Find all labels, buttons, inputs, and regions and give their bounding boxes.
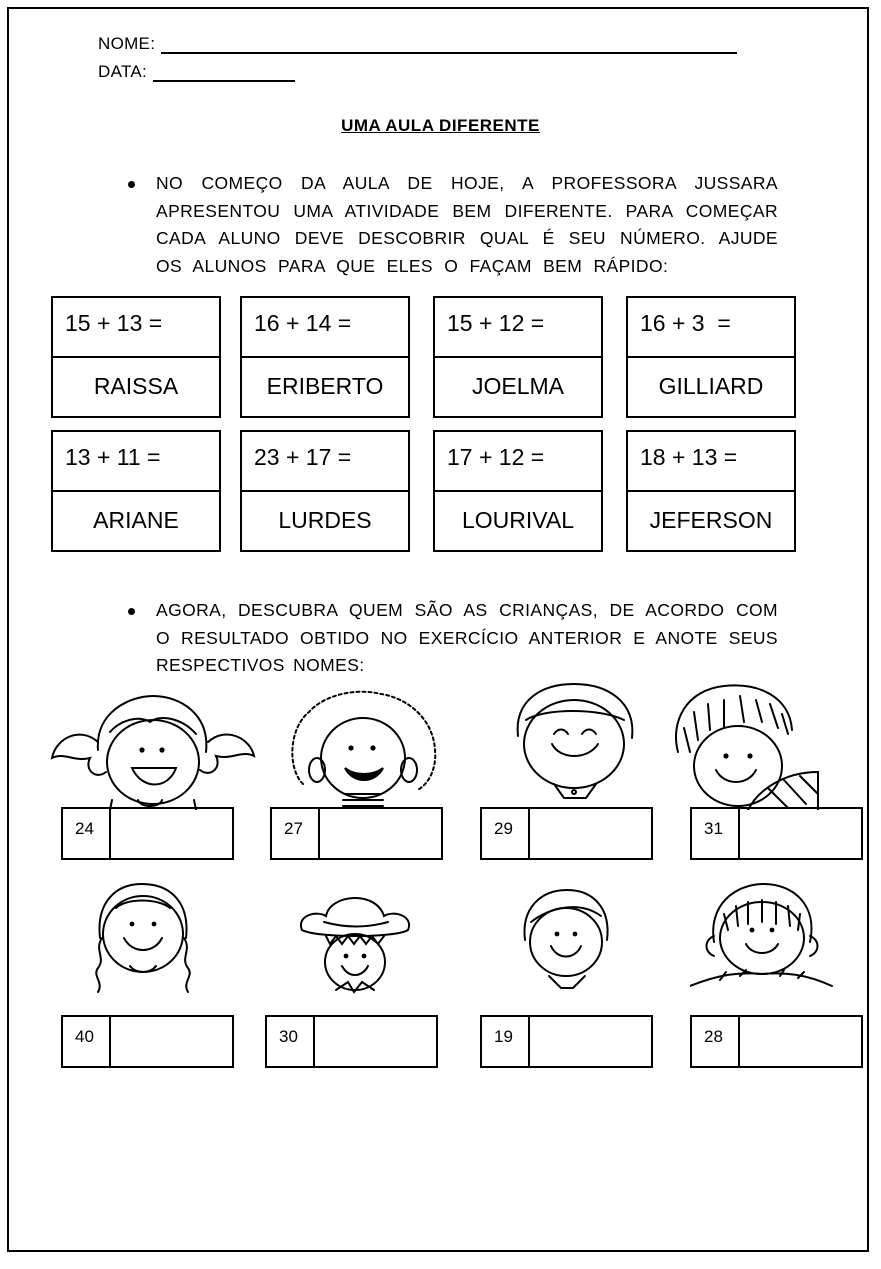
answer-number: 31 [692, 809, 740, 858]
card-student-name: JOELMA [471, 373, 565, 399]
instruction-1-line: CADA ALUNO DEVE DESCOBRIR QUAL É SEU NÚMERO. AJUDE [156, 228, 778, 248]
card-equation: 15 + 12 = [435, 298, 601, 358]
bullet-2 [128, 608, 135, 615]
card-equation: 13 + 11 = [53, 432, 219, 492]
equation-card [433, 430, 603, 552]
answer-name-field[interactable] [740, 809, 861, 858]
name-line[interactable] [161, 36, 737, 54]
instruction-1-line: APRESENTOU UMA ATIVIDADE BEM DIFERENTE. PARA COMEÇAR [156, 200, 778, 221]
answer-name-field[interactable] [740, 1017, 861, 1066]
cowboy-boy-face-icon [296, 886, 414, 998]
boy-messy-hair-face-icon [668, 682, 820, 810]
card-student-name: RAISSA [93, 373, 179, 399]
answer-box [480, 1015, 653, 1068]
answer-number: 28 [692, 1017, 740, 1066]
name-field [98, 34, 737, 54]
answer-box [61, 1015, 234, 1068]
answer-name-field[interactable] [320, 809, 441, 858]
answer-number: 24 [63, 809, 111, 858]
card-student-name: GILLIARD [658, 373, 764, 399]
date-line[interactable] [153, 64, 295, 82]
girl-braids-face-icon [86, 878, 200, 996]
equation-card [51, 430, 221, 552]
page-title: UMA AULA DIFERENTE [341, 116, 540, 135]
equation-card [433, 296, 603, 418]
card-equation: 23 + 17 = [242, 432, 408, 492]
answer-number: 19 [482, 1017, 530, 1066]
equation-card [626, 430, 796, 552]
date-label: DATA: [98, 62, 148, 81]
equation-card [240, 430, 410, 552]
instruction-1 [156, 170, 778, 280]
answer-box [690, 807, 863, 860]
answer-number: 27 [272, 809, 320, 858]
card-student-name: LURDES [278, 507, 372, 533]
answer-box [61, 807, 234, 860]
answer-name-field[interactable] [530, 809, 651, 858]
name-label: NOME: [98, 34, 156, 53]
answer-box [480, 807, 653, 860]
card-equation: 16 + 14 = [242, 298, 408, 358]
card-student-name: LOURIVAL [461, 507, 575, 533]
boy-side-part-face-icon [517, 886, 615, 990]
answer-name-field[interactable] [111, 809, 232, 858]
card-equation: 15 + 13 = [53, 298, 219, 358]
answer-number: 40 [63, 1017, 111, 1066]
card-student-name: ARIANE [93, 507, 179, 533]
instruction-2 [156, 597, 778, 680]
equation-card [240, 296, 410, 418]
card-student-name: ERIBERTO [266, 373, 384, 399]
card-equation: 18 + 13 = [628, 432, 794, 492]
card-student-name: JEFERSON [649, 507, 773, 533]
answer-box [265, 1015, 438, 1068]
answer-number: 29 [482, 809, 530, 858]
answer-name-field[interactable] [530, 1017, 651, 1066]
bullet-1 [128, 181, 135, 188]
card-equation: 16 + 3 = [628, 298, 794, 358]
boy-short-hair-face-icon [508, 680, 642, 802]
girl-curly-hair-face-icon [285, 688, 441, 810]
answer-number: 30 [267, 1017, 315, 1066]
instruction-1-line: NO COMEÇO DA AULA DE HOJE, A PROFESSORA JUSSARA [156, 173, 778, 193]
date-field [98, 62, 295, 82]
equation-card [51, 296, 221, 418]
card-equation: 17 + 12 = [435, 432, 601, 492]
answer-box [270, 807, 443, 860]
girl-pigtails-face-icon [50, 692, 256, 810]
answer-box [690, 1015, 863, 1068]
answer-name-field[interactable] [111, 1017, 232, 1066]
instruction-2-line: O RESULTADO OBTIDO NO EXERCÍCIO ANTERIOR E ANOTE SEUS [156, 627, 778, 648]
instruction-2-line: AGORA, DESCUBRA QUEM SÃO AS CRIANÇAS, DE ACORDO COM [156, 600, 778, 620]
instruction-1-line: OS ALUNOS PARA QUE ELES O FAÇAM BEM RÁPIDO: [156, 255, 669, 276]
equation-card [626, 296, 796, 418]
answer-name-field[interactable] [315, 1017, 436, 1066]
instruction-2-line: RESPECTIVOS NOMES: [156, 655, 365, 675]
girl-bangs-face-icon [690, 880, 834, 988]
